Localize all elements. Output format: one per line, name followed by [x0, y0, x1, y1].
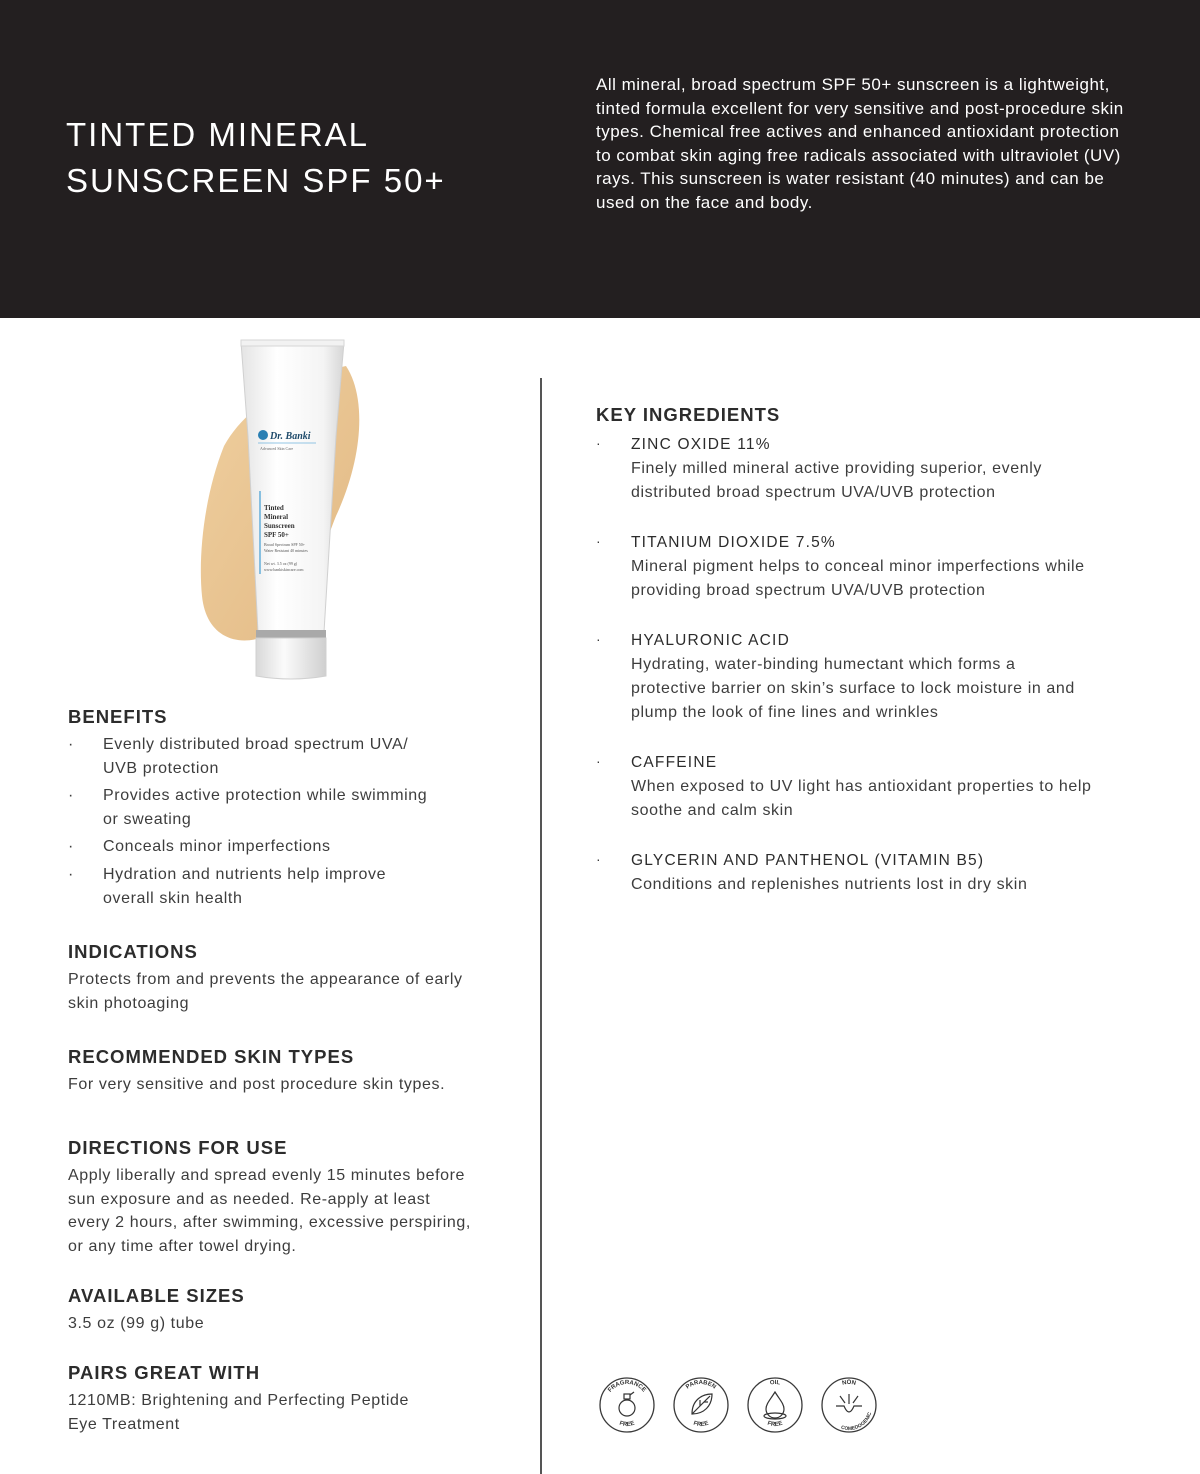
indications-title: INDICATIONS — [68, 941, 198, 963]
ingredient-name: GLYCERIN AND PANTHENOL (VITAMIN B5) — [631, 852, 985, 870]
column-divider — [540, 378, 542, 1474]
svg-text:Broad Spectrum SPF 50+: Broad Spectrum SPF 50+ — [264, 542, 306, 547]
svg-text:FREE: FREE — [766, 1420, 784, 1429]
svg-text:FREE: FREE — [692, 1420, 710, 1429]
perfume-bottle-icon — [619, 1392, 635, 1416]
page-title — [66, 112, 446, 204]
list-item: · Conceals minor imperfections — [68, 838, 331, 856]
ingredient-item: · TITANIUM DIOXIDE 7.5% Mineral pigment helps to conceal minor imperfections while providing broad spectrum UVA/UVB protection — [596, 531, 1136, 602]
indications-text: Protects from and prevents the appearance of early skin photoaging — [68, 971, 463, 1012]
skin-types-text: For very sensitive and post procedure skin types. — [68, 1076, 446, 1094]
ingredient-description: Hydrating, water-binding humectant which forms a protective barrier on skin’s surface to lock moisture in and plump the look of fine lines and wrinkles — [631, 656, 1075, 721]
non-comedogenic-badge — [818, 1374, 880, 1436]
directions-text: Apply liberally and spread evenly 15 minutes before sun exposure and as needed. Re-apply at least every 2 hours, after swimming, excessive perspiring, or any time after towel drying. — [68, 1166, 471, 1255]
intro-paragraph: All mineral, broad spectrum SPF 50+ sunscreen is a lightweight, tinted formula excellent for very sensitive and post-procedure skin types. Chemical free actives and enhanced antioxidant protection to combat skin aging free radicals associated with ultraviolet (UV) rays. This sunscreen is water resistant (40 minutes) and can be used on the face and body. — [596, 75, 1124, 212]
svg-text:SPF 50+: SPF 50+ — [264, 531, 289, 539]
ingredient-name: HYALURONIC ACID — [631, 632, 790, 650]
svg-text:FREE: FREE — [618, 1420, 636, 1429]
sizes-text: 3.5 oz (99 g) tube — [68, 1315, 205, 1333]
svg-text:Advanced Skin Care: Advanced Skin Care — [260, 446, 294, 451]
ingredient-description: When exposed to UV light has antioxidant properties to help soothe and calm skin — [631, 778, 1092, 819]
svg-text:www.bankiskincare.com: www.bankiskincare.com — [264, 567, 304, 572]
svg-text:NON: NON — [841, 1380, 857, 1387]
indications-section — [68, 940, 508, 1015]
pairs-text: 1210MB: Brightening and Perfecting Peptide Eye Treatment — [68, 1391, 409, 1433]
paraben-free-badge — [670, 1374, 732, 1436]
claim-badges — [596, 1374, 886, 1440]
tube-body — [241, 342, 344, 632]
svg-text:PARABEN: PARABEN — [685, 1379, 717, 1391]
ingredient-name: CAFFEINE — [631, 754, 718, 772]
tube-cap — [256, 638, 326, 679]
right-column — [596, 403, 1136, 924]
oil-drop-icon — [764, 1392, 786, 1419]
list-item: · Hydration and nutrients help improve overall skin health — [68, 865, 387, 907]
left-column — [68, 705, 508, 1460]
directions-title: DIRECTIONS FOR USE — [68, 1136, 288, 1158]
title-line-1: TINTED MINERAL — [66, 116, 370, 153]
ingredient-item: · CAFFEINE When exposed to UV light has antioxidant properties to help soothe and calm skin — [596, 751, 1136, 822]
ingredient-item: · GLYCERIN AND PANTHENOL (VITAMIN B5) Conditions and replenishes nutrients lost in dry skin — [596, 849, 1136, 897]
ingredient-name: TITANIUM DIOXIDE 7.5% — [631, 534, 836, 552]
svg-text:COMEDOGENIC: COMEDOGENIC — [840, 1411, 874, 1433]
ingredient-name: ZINC OXIDE 11% — [631, 436, 771, 453]
leaf-icon — [692, 1394, 712, 1414]
key-ingredients-title: KEY INGREDIENTS — [596, 404, 781, 425]
list-item: · Evenly distributed broad spectrum UVA/ UVB protection — [68, 736, 409, 777]
ingredient-description: Finely milled mineral active providing superior, evenly distributed broad spectrum UVA/UVB protection — [631, 460, 1042, 501]
svg-text:OIL: OIL — [769, 1379, 781, 1387]
title-line-2: SUNSCREEN SPF 50+ — [66, 162, 446, 199]
ingredient-item: · HYALURONIC ACID Hydrating, water-binding humectant which forms a protective barrier on skin’s surface to lock moisture in and plump the look of fine lines and wrinkles — [596, 629, 1136, 724]
svg-text:Tinted: Tinted — [264, 504, 284, 512]
skin-types-section — [68, 1045, 508, 1097]
sunscreen-tube-illustration — [196, 336, 366, 686]
svg-text:Net wt. 3.5 oz (99 g): Net wt. 3.5 oz (99 g) — [264, 561, 298, 566]
ingredient-item: · ZINC OXIDE 11% Finely milled mineral active providing superior, evenly distributed broad spectrum UVA/UVB protection — [596, 433, 1136, 504]
ingredient-description: Mineral pigment helps to conceal minor imperfections while providing broad spectrum UVA/UVB protection — [631, 558, 1085, 599]
benefits-section — [68, 705, 508, 910]
pore-icon — [836, 1394, 862, 1412]
benefits-title: BENEFITS — [68, 706, 168, 727]
svg-text:Mineral: Mineral — [264, 513, 289, 521]
svg-text:Water Resistant 40 minutes: Water Resistant 40 minutes — [264, 548, 308, 553]
pairs-title: PAIRS GREAT WITH — [68, 1361, 261, 1383]
directions-section — [68, 1136, 508, 1258]
brand-logo: Dr. Banki — [270, 431, 311, 442]
oil-free-badge — [744, 1374, 806, 1436]
sizes-section — [68, 1284, 508, 1336]
fragrance-free-badge — [596, 1374, 658, 1436]
ingredient-description: Conditions and replenishes nutrients lost in dry skin — [631, 876, 1028, 894]
sizes-title: AVAILABLE SIZES — [68, 1285, 245, 1307]
list-item: · Provides active protection while swimming or sweating — [68, 787, 428, 828]
svg-text:Sunscreen: Sunscreen — [264, 522, 295, 530]
benefits-list — [68, 733, 508, 910]
header-band — [0, 0, 1200, 318]
svg-text:FRAGRANCE: FRAGRANCE — [607, 1379, 647, 1394]
pairs-section — [68, 1361, 508, 1436]
product-image — [196, 336, 366, 686]
skin-types-title: RECOMMENDED SKIN TYPES — [68, 1046, 355, 1068]
